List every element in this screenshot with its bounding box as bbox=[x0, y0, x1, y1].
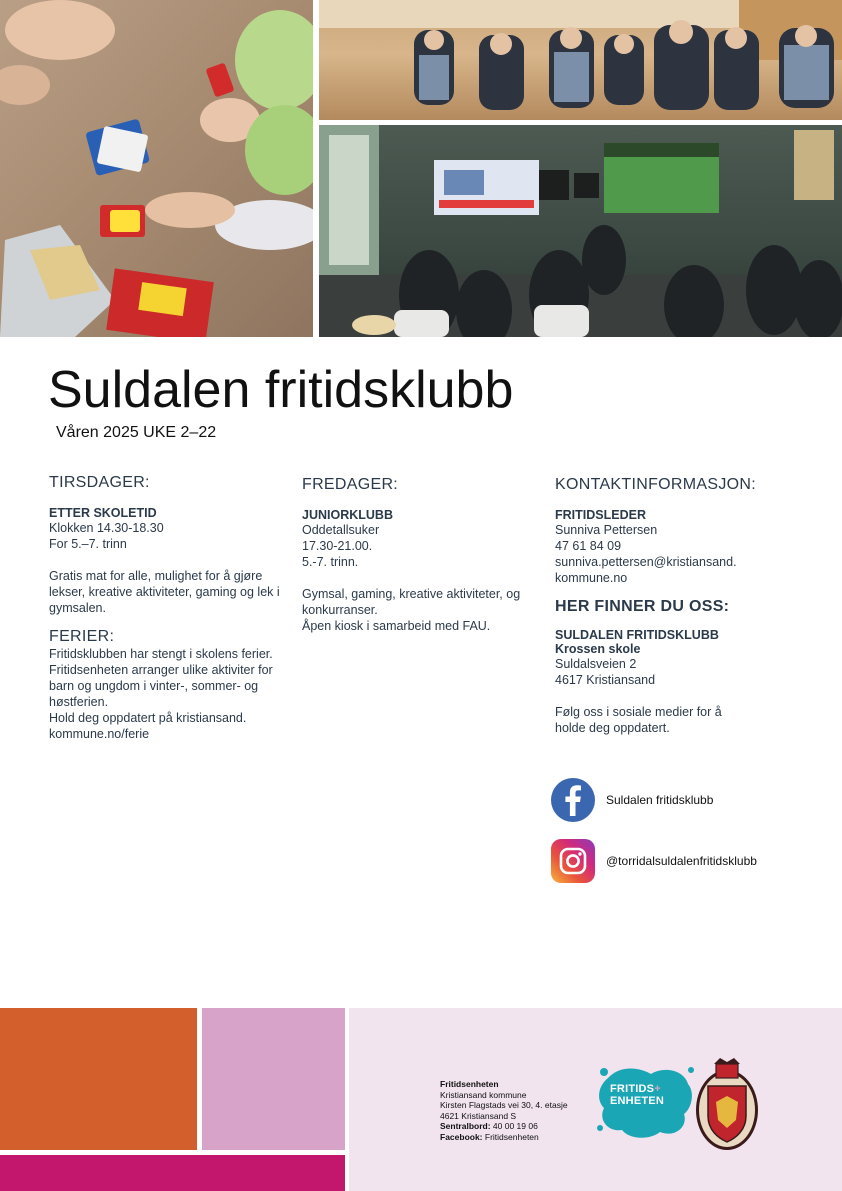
column-fridays bbox=[302, 476, 542, 634]
footer-block-orange bbox=[0, 1008, 197, 1150]
footer-phone-label: Sentralbord: bbox=[440, 1121, 491, 1132]
instagram-link[interactable]: @torridalsuldalenfritidsklubb bbox=[606, 854, 757, 868]
follow-us-text: Følg oss i sosiale medier for å holde deg oppdatert. bbox=[555, 705, 722, 735]
photo-game-room bbox=[319, 125, 842, 337]
fritidsenheten-logo: FRITIDS+ ENHETEN bbox=[596, 1060, 696, 1142]
column-tuesdays bbox=[49, 474, 294, 742]
after-school-times: Klokken 14.30-18.30 For 5.–7. trinn bbox=[49, 521, 164, 551]
footer-phone: 40 00 19 06 bbox=[492, 1121, 538, 1132]
after-school-label: ETTER SKOLETID bbox=[49, 506, 157, 520]
holidays-description: Fritidsklubben har stengt i skolens ferier. Fritidsenheten arranger ulike aktiviter for barn og ungdom i vinter-, sommer- og høstferien. Hold deg oppdatert på kristiansand. kommune.no/ferie bbox=[49, 647, 273, 741]
junior-club-description: Gymsal, gaming, kreative aktiviteter, og konkurranser. Åpen kiosk i samarbeid med FAU. bbox=[302, 587, 521, 633]
after-school-description: Gratis mat for alle, mulighet for å gjøre lekser, kreative aktiviteter, gaming og lek i gymsalen. bbox=[49, 569, 280, 615]
leader-contact: Sunniva Pettersen 47 61 84 09 sunniva.pettersen@kristiansand. kommune.no bbox=[555, 523, 737, 585]
coat-of-arms-emblem bbox=[694, 1058, 760, 1152]
holidays-heading: FERIER: bbox=[49, 628, 115, 645]
club-address: Suldalsveien 2 4617 Kristiansand bbox=[555, 657, 656, 687]
club-name-label: SULDALEN FRITIDSKLUBB bbox=[555, 628, 719, 642]
facebook-icon[interactable] bbox=[551, 778, 595, 822]
find-us-heading: HER FINNER DU OSS: bbox=[555, 598, 730, 615]
photo-gym-hall bbox=[319, 0, 842, 120]
school-name-label: Krossen skole bbox=[555, 642, 641, 656]
footer-phone-row bbox=[440, 1121, 568, 1132]
instagram-icon[interactable] bbox=[551, 839, 595, 883]
junior-club-times: Oddetallsuker 17.30-21.00. 5.-7. trinn. bbox=[302, 523, 380, 569]
footer-facebook-row bbox=[440, 1132, 568, 1143]
page-title: Suldalen fritidsklubb bbox=[48, 361, 514, 419]
footer-contact-info bbox=[440, 1079, 568, 1143]
photo-card-game bbox=[0, 0, 313, 337]
leader-label: FRITIDSLEDER bbox=[555, 508, 646, 522]
footer-block-pink bbox=[202, 1008, 345, 1150]
logo-text-line2: ENHETEN bbox=[610, 1095, 664, 1107]
logo-text-line1: FRITIDS bbox=[610, 1083, 655, 1095]
footer-street: Kirsten Flagstads vei 30, 4. etasje bbox=[440, 1100, 568, 1111]
junior-club-label: JUNIORKLUBB bbox=[302, 508, 393, 522]
footer-org-name: Fritidsenheten bbox=[440, 1079, 499, 1089]
footer-block-magenta bbox=[0, 1155, 345, 1191]
facebook-link[interactable]: Suldalen fritidsklubb bbox=[606, 793, 714, 807]
contact-heading: KONTAKTINFORMASJON: bbox=[555, 476, 756, 493]
footer-facebook: Fritidsenheten bbox=[484, 1131, 539, 1142]
page-subtitle: Våren 2025 UKE 2–22 bbox=[56, 424, 217, 441]
fridays-heading: FREDAGER: bbox=[302, 476, 399, 493]
tuesdays-heading: TIRSDAGER: bbox=[49, 474, 150, 491]
footer-municipality: Kristiansand kommune bbox=[440, 1089, 527, 1100]
column-contact bbox=[555, 476, 815, 736]
footer-facebook-label: Facebook: bbox=[440, 1131, 483, 1142]
footer-city: 4621 Kristiansand S bbox=[440, 1110, 517, 1121]
